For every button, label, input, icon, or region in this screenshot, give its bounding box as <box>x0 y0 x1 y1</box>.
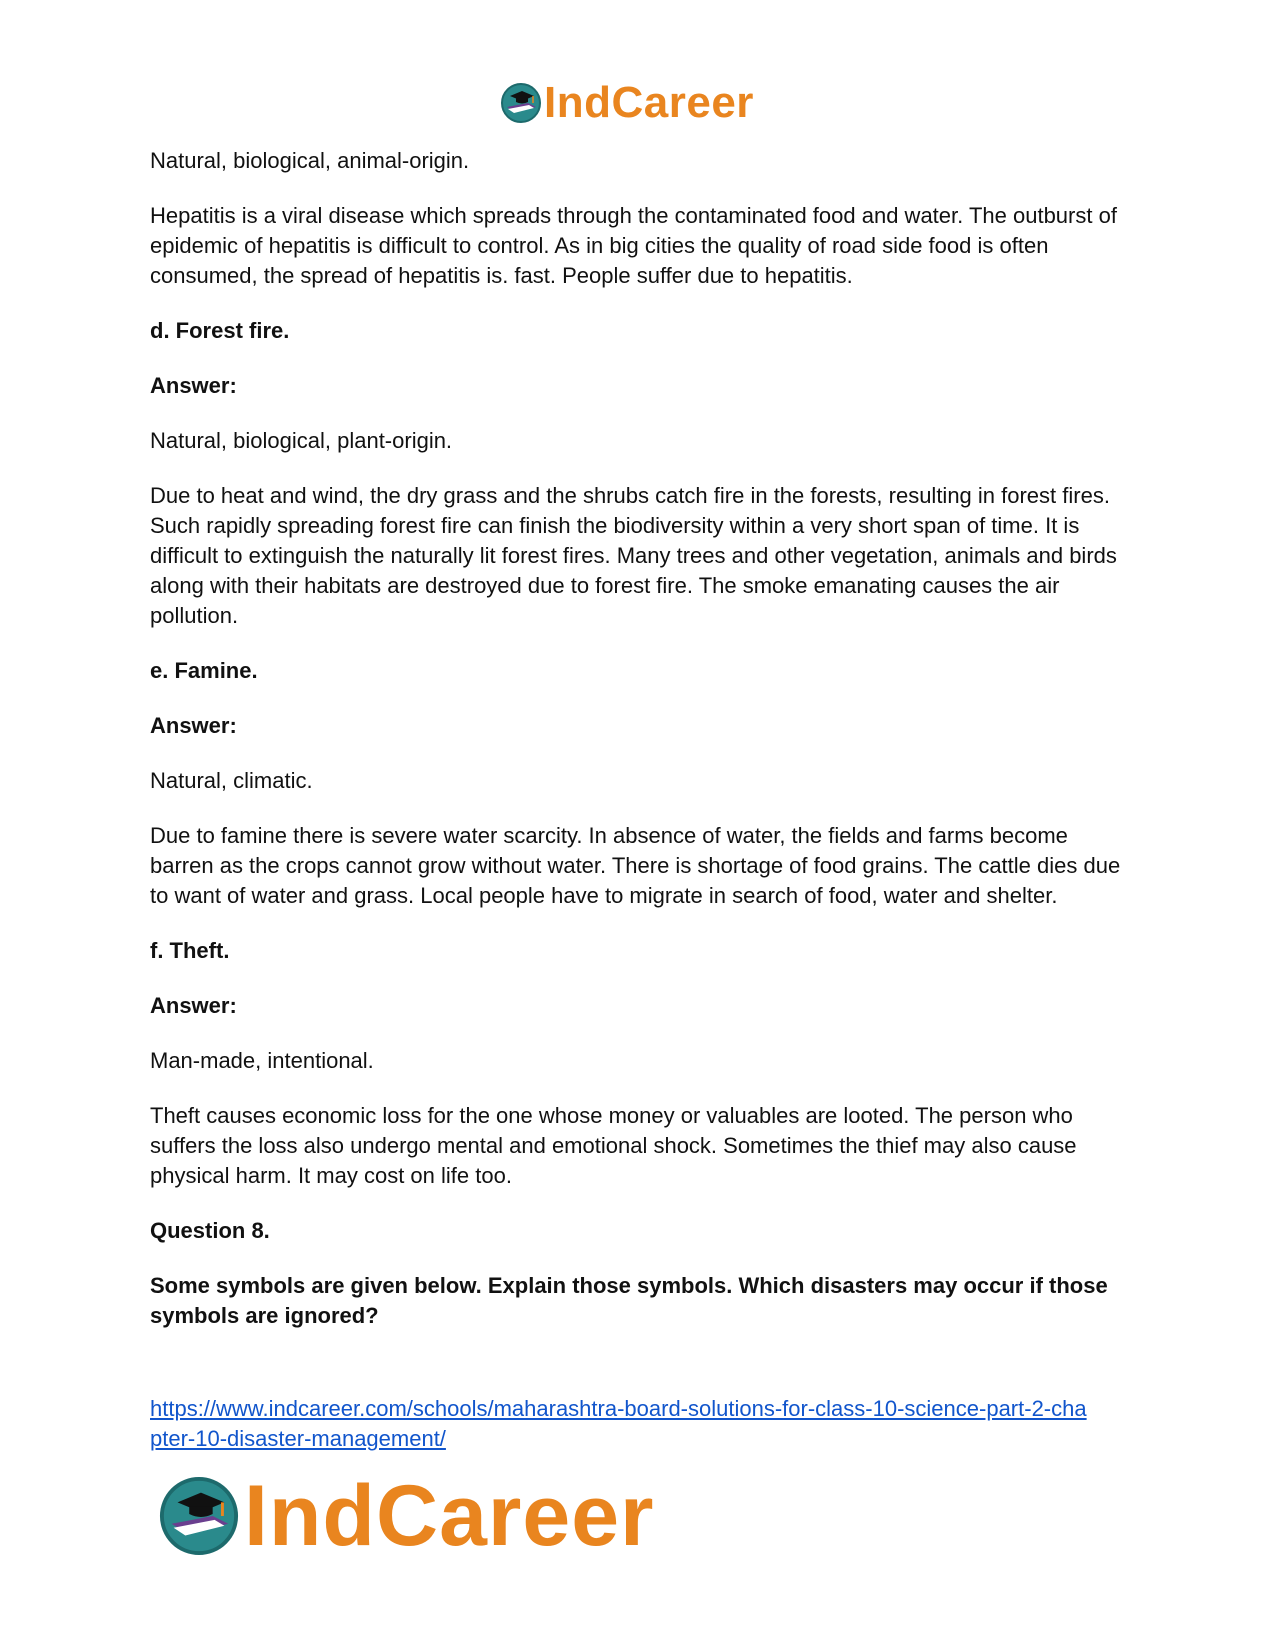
paragraph: Hepatitis is a viral disease which spreads through the contaminated food and water. The outburst of epidemic of hepatitis is difficult to control. As in big cities the quality of road side food is often consumed, the spread of hepatitis is. fast. People suffer due to hepatitis. <box>150 203 1117 288</box>
heading-text: f. Theft. <box>150 938 230 963</box>
heading-text: Answer: <box>150 373 237 398</box>
heading-text: Answer: <box>150 993 237 1018</box>
logo-wordmark: IndCareer <box>244 1468 655 1564</box>
paragraph: Due to famine there is severe water scarcity. In absence of water, the fields and farms become barren as the crops cannot grow without water. There is shortage of food grains. The cattle dies due to want of water and grass. Local people have to migrate in search of food, water and shelter. <box>150 823 1121 908</box>
page-body <box>150 146 1130 1356</box>
paragraph: Natural, biological, plant-origin. <box>150 428 453 453</box>
header-logo <box>500 78 754 128</box>
source-link[interactable] <box>150 1394 1140 1454</box>
heading-text: Question 8. <box>150 1218 270 1243</box>
heading-text: e. Famine. <box>150 658 258 683</box>
paragraph: Theft causes economic loss for the one whose money or valuables are looted. The person who suffers the loss also undergo mental and emotional shock. Sometimes the thief may also cause physical harm. It may cost on life too. <box>150 1103 1077 1188</box>
heading-text: Answer: <box>150 713 237 738</box>
source-link-line-1[interactable]: https://www.indcareer.com/schools/maharashtra-board-solutions-for-class-10-science-part-2-cha <box>150 1396 1087 1421</box>
graduation-cap-book-icon <box>500 82 542 124</box>
heading-text: Some symbols are given below. Explain those symbols. Which disasters may occur if those symbols are ignored? <box>150 1273 1108 1328</box>
footer-logo <box>158 1468 655 1564</box>
graduation-cap-book-icon <box>158 1475 240 1557</box>
paragraph: Man-made, intentional. <box>150 1048 374 1073</box>
logo-wordmark: IndCareer <box>544 78 754 127</box>
source-link-line-2[interactable]: pter-10-disaster-management/ <box>150 1426 446 1451</box>
paragraph: Natural, climatic. <box>150 768 313 793</box>
heading-text: d. Forest fire. <box>150 318 290 343</box>
paragraph: Due to heat and wind, the dry grass and the shrubs catch fire in the forests, resulting in forest fires. Such rapidly spreading forest fire can finish the biodiversity within a very short span of time. It is difficult to extinguish the naturally lit forest fires. Many trees and other vegetation, animals and birds along with their habitats are destroyed due to forest fire. The smoke emanating causes the air pollution. <box>150 483 1117 628</box>
paragraph: Natural, biological, animal-origin. <box>150 148 470 173</box>
